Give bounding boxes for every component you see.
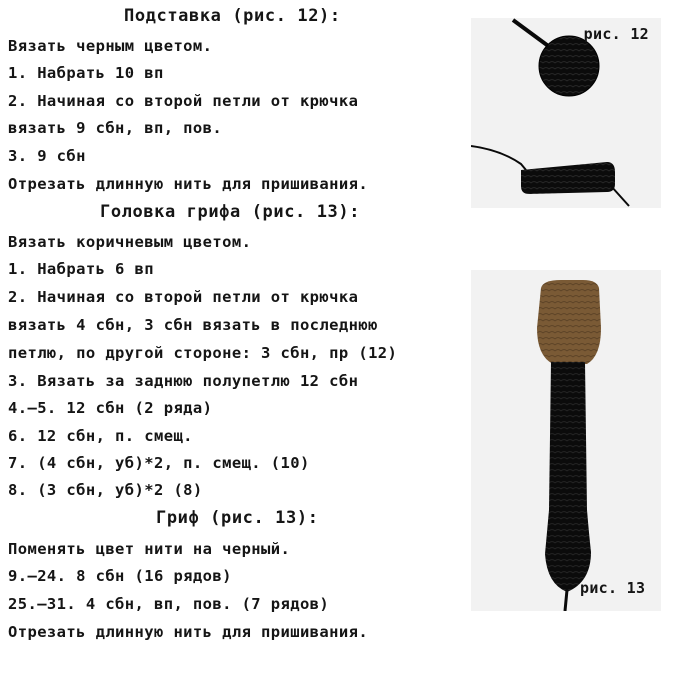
instruction-line: вязать 9 сбн, вп, пов. <box>8 119 223 137</box>
instruction-line: Отрезать длинную нить для пришивания. <box>8 175 369 193</box>
instruction-line: 8. (3 сбн, уб)*2 (8) <box>8 481 203 499</box>
instruction-line: петлю, по другой стороне: 3 сбн, пр (12) <box>8 344 398 362</box>
instruction-line: 1. Набрать 10 вп <box>8 64 164 82</box>
instruction-line: 2. Начиная со второй петли от крючка <box>8 288 359 306</box>
section-heading-neck: Гриф (рис. 13): <box>156 508 319 528</box>
instruction-line: 3. 9 сбн <box>8 147 86 165</box>
instruction-line: Поменять цвет нити на черный. <box>8 540 291 558</box>
photo-fig12 <box>471 18 661 208</box>
instruction-line: 1. Набрать 6 вп <box>8 260 154 278</box>
section-heading-stand: Подставка (рис. 12): <box>124 6 341 26</box>
instruction-line: 25.–31. 4 сбн, вп, пов. (7 рядов) <box>8 595 330 613</box>
section-heading-head: Головка грифа (рис. 13): <box>100 202 361 222</box>
instruction-line: 3. Вязать за заднюю полупетлю 12 сбн <box>8 372 359 390</box>
instruction-line: Вязать коричневым цветом. <box>8 233 252 251</box>
stand-crochet-image <box>471 18 661 208</box>
fig13-caption: рис. 13 <box>580 579 646 597</box>
instruction-line: вязать 4 сбн, 3 сбн вязать в последнюю <box>8 316 378 334</box>
instruction-line: 2. Начиная со второй петли от крючка <box>8 92 359 110</box>
fig12-caption: рис. 12 <box>583 25 649 43</box>
photo-fig13 <box>471 270 661 611</box>
instruction-line: 9.–24. 8 сбн (16 рядов) <box>8 567 232 585</box>
instruction-line: 4.–5. 12 сбн (2 ряда) <box>8 399 213 417</box>
guitar-neck-crochet-image <box>471 270 661 611</box>
instruction-line: 7. (4 сбн, уб)*2, п. смещ. (10) <box>8 454 310 472</box>
instruction-line: Вязать черным цветом. <box>8 37 213 55</box>
instruction-line: 6. 12 сбн, п. смещ. <box>8 427 193 445</box>
instruction-line: Отрезать длинную нить для пришивания. <box>8 623 369 641</box>
